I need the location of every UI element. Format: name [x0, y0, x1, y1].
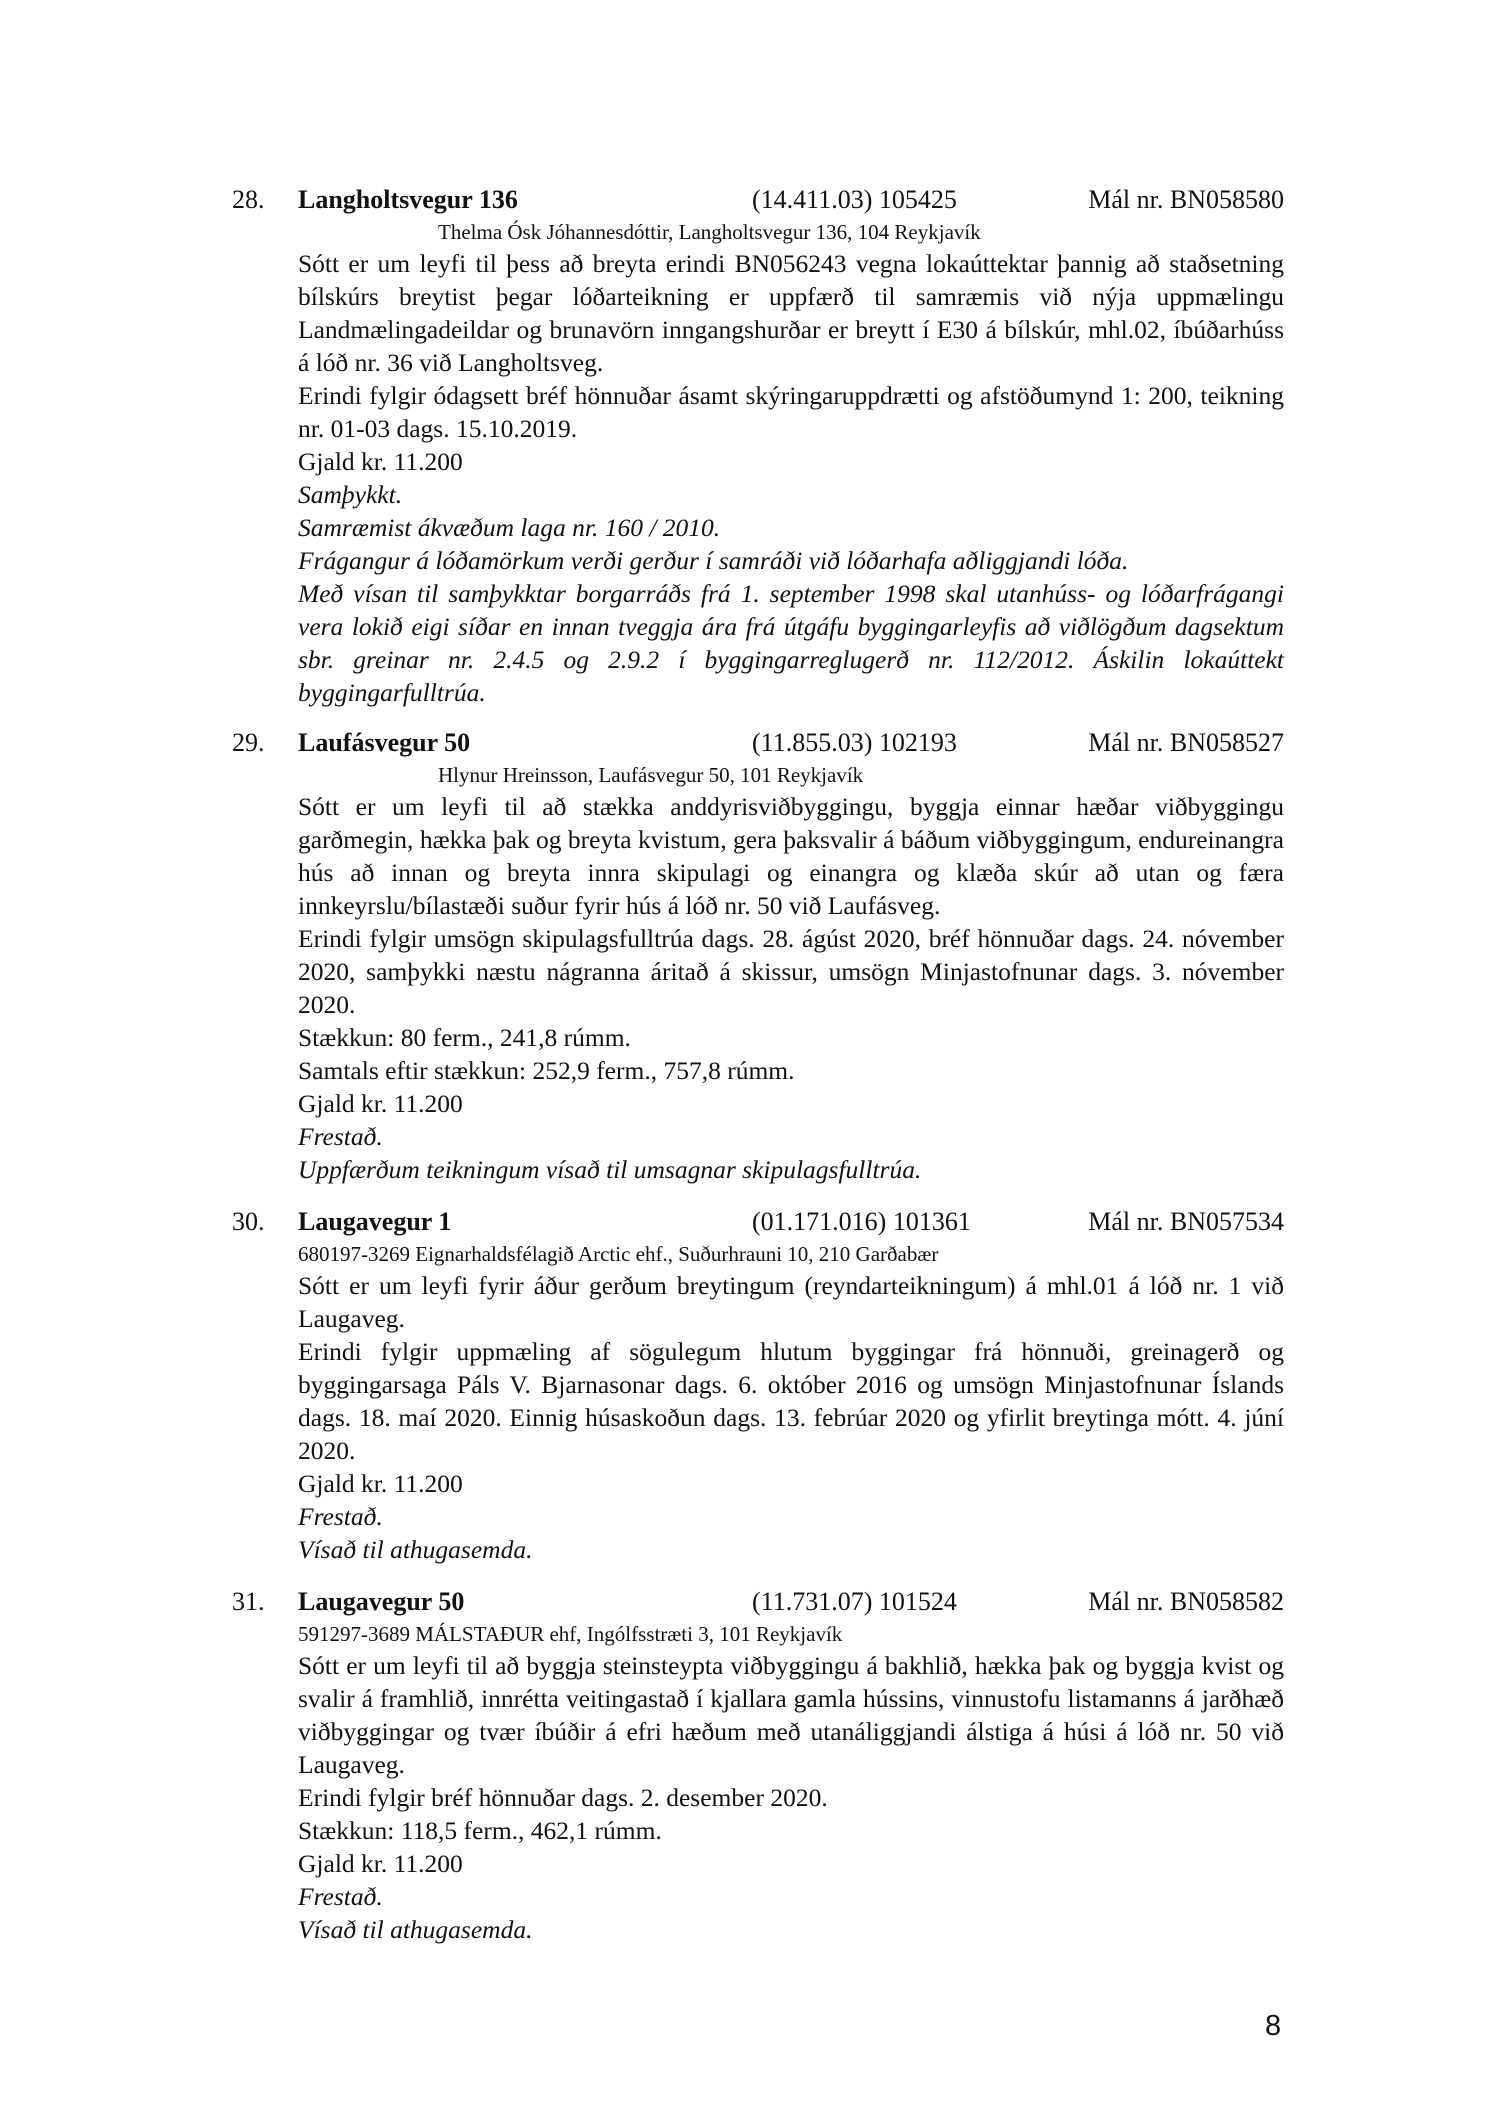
- decision-note: Með vísan til samþykktar borgarráðs frá 1. september 1998 skal utanhúss- og lóðarfrágangi vera lokið eigi síðar en innan tveggja ára frá útgáfu byggingarleyfis að viðlögðum dagsektum sbr. greinar nr. 2.4.5 og 2.9.2 í byggingarreglugerð nr. 112/2012. Áskilin lokaúttekt byggingarfulltrúa.: [298, 579, 1284, 707]
- decision: Samþykkt.: [298, 480, 403, 509]
- item-header: [232, 1205, 1284, 1241]
- item-body: [298, 1241, 1284, 1566]
- item-body: [298, 1621, 1284, 1946]
- agenda-item-28: [232, 183, 1284, 709]
- item-number: 29.: [232, 728, 265, 757]
- case-number: Mál nr. BN058580: [1088, 185, 1284, 214]
- description: Sótt er um leyfi til að stækka anddyrisviðbyggingu, byggja einnar hæðar viðbyggingu garðmegin, hækka þak og breyta kvistum, gera þaksvalir á báðum viðbyggingum, endureinangra hús að innan og breyta innra skipulagi og einangra og klæða skúr að utan og færa innkeyrslu/bílastæði suður fyrir hús á lóð nr. 50 við Laufásveg.: [298, 792, 1284, 920]
- agenda-item-29: [232, 726, 1284, 1186]
- description: Sótt er um leyfi til að byggja steinsteypta viðbyggingu á bakhlið, hækka þak og byggja kvist og svalir á framhlið, innrétta veitingastað í kjallara gamla hússins, vinnustofu listamanns á jarðhæð viðbyggingar og tvær íbúðir á efri hæðum með utanáliggjandi álstiga á húsi á lóð nr. 50 við Laugaveg.: [298, 1651, 1284, 1779]
- decision-note: Vísað til athugasemda.: [298, 1535, 533, 1564]
- property-address: Langholtsvegur 136: [298, 185, 518, 214]
- item-number: 28.: [232, 185, 265, 214]
- applicant: Thelma Ósk Jóhannesdóttir, Langholtsvegur 136, 104 Reykjavík: [438, 220, 981, 244]
- applicant: 680197-3269 Eignarhaldsfélagið Arctic ehf., Suðurhrauni 10, 210 Garðabær: [298, 1242, 939, 1266]
- item-header: [232, 183, 1284, 219]
- property-address: Laufásvegur 50: [298, 728, 471, 757]
- applicant: 591297-3689 MÁLSTAÐUR ehf, Ingólfsstræti 3, 101 Reykjavík: [298, 1622, 843, 1646]
- decision: Frestað.: [298, 1882, 383, 1911]
- land-number: (11.731.07) 101524: [752, 1587, 957, 1616]
- attachments: Erindi fylgir ódagsett bréf hönnuðar ásamt skýringaruppdrætti og afstöðumynd 1: 200, teikning nr. 01-03 dags. 15.10.2019.: [298, 381, 1284, 443]
- attachments: Erindi fylgir uppmæling af sögulegum hlutum byggingar frá hönnuði, greinagerð og byggingarsaga Páls V. Bjarnasonar dags. 6. október 2016 og umsögn Minjastofnunar Íslands dags. 18. maí 2020. Einnig húsaskoðun dags. 13. febrúar 2020 og yfirlit breytinga mótt. 4. júní 2020.: [298, 1337, 1284, 1465]
- case-number: Mál nr. BN058527: [1088, 728, 1284, 757]
- item-header: [232, 1585, 1284, 1621]
- item-number: 31.: [232, 1587, 265, 1616]
- decision-note: Samræmist ákvæðum laga nr. 160 / 2010.: [298, 513, 721, 542]
- fee: Gjald kr. 11.200: [298, 447, 463, 476]
- item-body: [298, 762, 1284, 1186]
- attachments: Erindi fylgir bréf hönnuðar dags. 2. desember 2020.: [298, 1783, 828, 1812]
- decision-note: Frágangur á lóðamörkum verði gerður í samráði við lóðarhafa aðliggjandi lóða.: [298, 546, 1129, 575]
- page-number: 8: [1265, 2010, 1282, 2042]
- item-header: [232, 726, 1284, 762]
- decision-note: Vísað til athugasemda.: [298, 1915, 533, 1944]
- property-address: Laugavegur 50: [298, 1587, 465, 1616]
- description: Sótt er um leyfi fyrir áður gerðum breytingum (reyndarteikningum) á mhl.01 á lóð nr. 1 við Laugaveg.: [298, 1271, 1284, 1333]
- land-number: (01.171.016) 101361: [752, 1207, 971, 1236]
- decision-note: Uppfærðum teikningum vísað til umsagnar skipulagsfulltrúa.: [298, 1155, 922, 1184]
- item-number: 30.: [232, 1207, 265, 1236]
- fee: Gjald kr. 11.200: [298, 1089, 463, 1118]
- description: Sótt er um leyfi til þess að breyta erindi BN056243 vegna lokaúttektar þannig að staðsetning bílskúrs breytist þegar lóðarteikning er uppfærð til samræmis við nýja uppmælingu Landmælingadeildar og brunavörn inngangshurðar er breytt í E30 á bílskúr, mhl.02, íbúðarhúss á lóð nr. 36 við Langholtsveg.: [298, 249, 1284, 377]
- applicant: Hlynur Hreinsson, Laufásvegur 50, 101 Reykjavík: [438, 763, 864, 787]
- fee: Gjald kr. 11.200: [298, 1849, 463, 1878]
- item-body: [298, 219, 1284, 709]
- enlargement: Stækkun: 80 ferm., 241,8 rúmm.: [298, 1023, 631, 1052]
- enlargement: Stækkun: 118,5 ferm., 462,1 rúmm.: [298, 1816, 662, 1845]
- decision: Frestað.: [298, 1122, 383, 1151]
- property-address: Laugavegur 1: [298, 1207, 452, 1236]
- attachments: Erindi fylgir umsögn skipulagsfulltrúa dags. 28. ágúst 2020, bréf hönnuðar dags. 24. nóvember 2020, samþykki næstu nágranna áritað á skissur, umsögn Minjastofnunar dags. 3. nóvember 2020.: [298, 924, 1284, 1019]
- case-number: Mál nr. BN057534: [1088, 1207, 1284, 1236]
- total-after-enlargement: Samtals eftir stækkun: 252,9 ferm., 757,8 rúmm.: [298, 1056, 795, 1085]
- agenda-item-31: [232, 1585, 1284, 1946]
- case-number: Mál nr. BN058582: [1088, 1587, 1284, 1616]
- land-number: (11.855.03) 102193: [752, 728, 957, 757]
- fee: Gjald kr. 11.200: [298, 1469, 463, 1498]
- decision: Frestað.: [298, 1502, 383, 1531]
- agenda-item-30: [232, 1205, 1284, 1566]
- land-number: (14.411.03) 105425: [752, 185, 957, 214]
